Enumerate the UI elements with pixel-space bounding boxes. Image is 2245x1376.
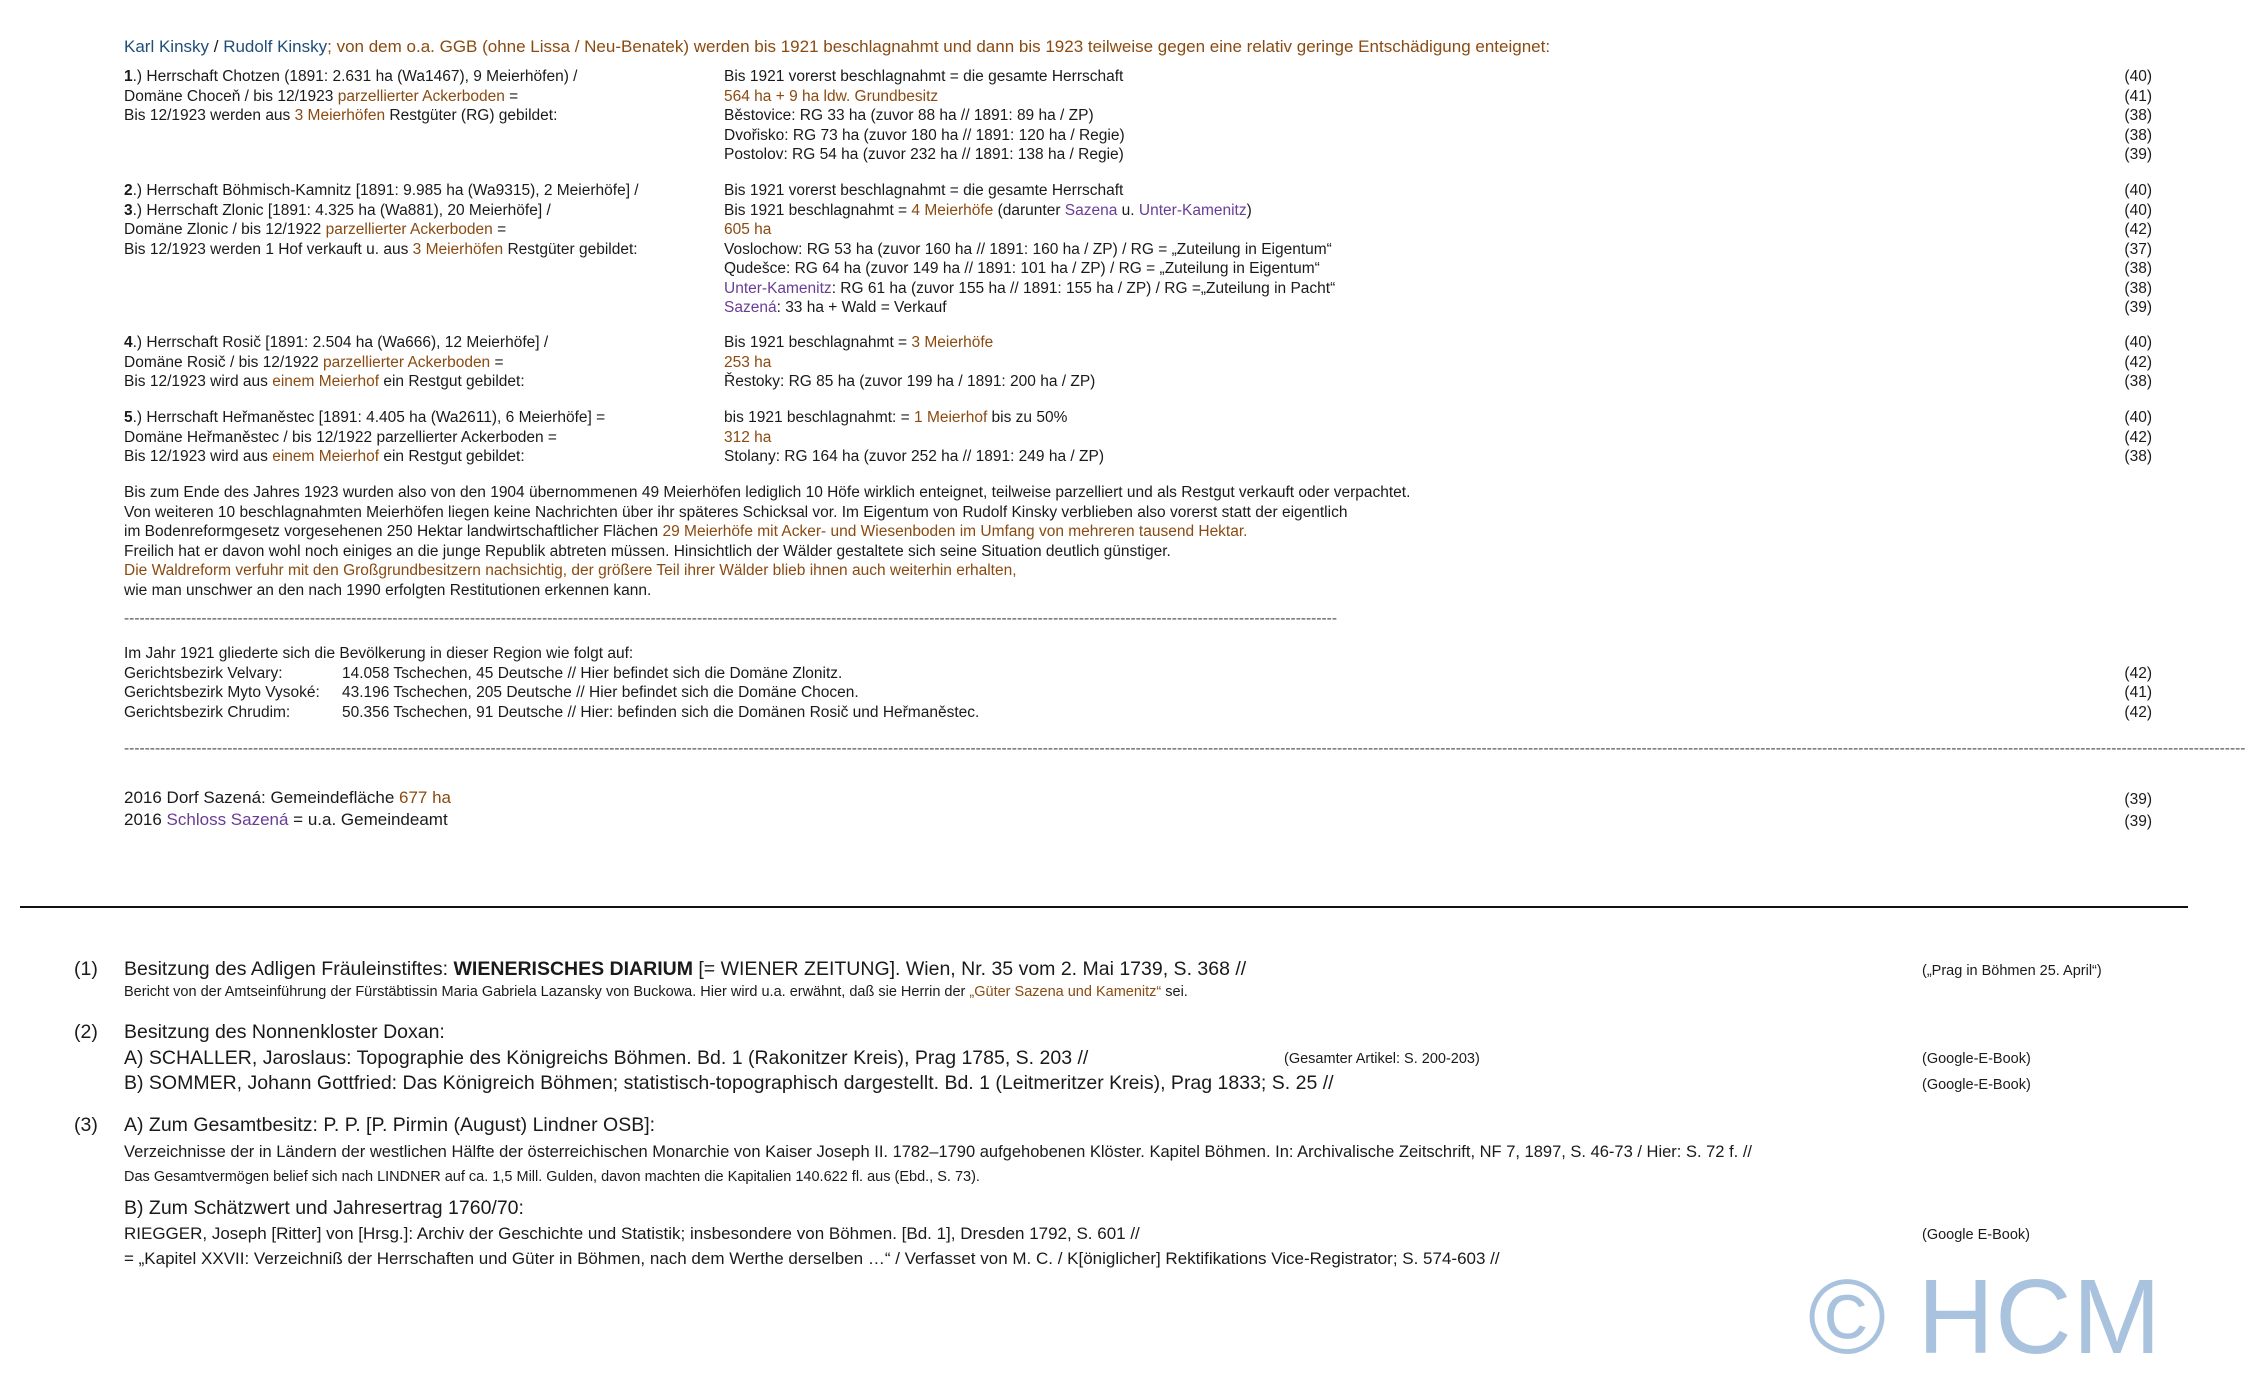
- s5-right-3: Stolany: RG 164 ha (zuvor 252 ha // 1891: 249 ha / ZP): [724, 448, 1104, 465]
- s1-left-2b: parzellierter Ackerboden: [337, 87, 505, 105]
- s1-ref: (39): [2124, 146, 2152, 163]
- s1-left-3c: Restgüter (RG) gebildet:: [385, 107, 558, 124]
- footnote-3-a: A) Zum Gesamtbesitz: P. P. [P. Pirmin (August) Lindner OSB]:: [124, 1114, 656, 1136]
- s4-left-3a: Bis 12/1923 wird aus: [124, 373, 273, 390]
- summary-line-1: Bis zum Ende des Jahres 1923 wurden also von den 1904 übernommenen 49 Meierhöfen lediglich 10 Höfe wirklich enteignet, teilweise parzelliert und als Restgut verkauft oder verpachtet.: [124, 484, 1411, 501]
- village-ref: (39): [2124, 813, 2152, 830]
- s4-r1b: 3 Meierhöfe: [911, 334, 994, 351]
- s4-left-1: [124, 333, 548, 353]
- summary-line-6: wie man unschwer an den nach 1990 erfolgten Restitutionen erkennen kann.: [124, 581, 652, 599]
- s2-ref: (37): [2124, 240, 2152, 258]
- village-1b: 677 ha: [399, 788, 452, 807]
- s1-ref: (40): [2124, 68, 2152, 85]
- s4-left-2: [124, 353, 504, 373]
- s4-left-2a: Domäne Rosič / bis 12/1922: [124, 353, 324, 371]
- village-line-2: [124, 809, 448, 831]
- s4-right-1: [724, 333, 993, 353]
- village-2a: 2016: [124, 810, 167, 829]
- s1-right-4: Dvořisko: RG 73 ha (zuvor 180 ha // 1891: 120 ha / Regie): [724, 126, 1125, 144]
- s2-left-3c: =: [492, 221, 507, 238]
- s2-r2e: u.: [1117, 201, 1139, 219]
- s1-right-2: 564 ha + 9 ha ldw. Grundbesitz: [724, 87, 939, 105]
- s5-ref: (40): [2124, 409, 2152, 426]
- footnote-3-b1: RIEGGER, Joseph [Ritter] von [Hrsg.]: Archiv der Geschichte und Statistik; insbesondere von Böhmen. [Bd. 1], Dresden 1792, S. 601 //: [124, 1224, 1140, 1243]
- s1-left-2a: Domäne Choceň / bis 12/1923: [124, 87, 338, 105]
- footnote-2-num: (2): [74, 1021, 98, 1043]
- s4-left-2c: =: [490, 353, 504, 371]
- s2-right-4: Voslochow: RG 53 ha (zuvor 160 ha // 1891: 160 ha / ZP) / RG = „Zuteilung in Eigentum“: [724, 240, 1332, 258]
- footnote-2-b: B) SOMMER, Johann Gottfried: Das Königreich Böhmen; statistisch-topographisch dargestellt. Bd. 1 (Leitmeritzer Kreis), Prag 1833; S. 25 //: [124, 1072, 1334, 1094]
- s5-right-1: [724, 408, 1067, 428]
- s1-left-1-text: .) Herrschaft Chotzen (1891: 2.631 ha (Wa1467), 9 Meierhöfen) /: [132, 68, 578, 85]
- population-text: 14.058 Tschechen, 45 Deutsche // Hier befindet sich die Domäne Zlonitz.: [342, 664, 843, 682]
- s4-num: 4: [124, 334, 133, 351]
- s2-left-3a: Domäne Zlonic / bis 12/1922: [124, 221, 326, 238]
- s1-right-3: Běstovice: RG 33 ha (zuvor 88 ha // 1891: 89 ha / ZP): [724, 107, 1094, 124]
- s4-right-3: Řestoky: RG 85 ha (zuvor 199 ha / 1891: 200 ha / ZP): [724, 373, 1096, 390]
- summary-3a: im Bodenreformgesetz vorgesehenen 250 Hektar landwirtschaftlicher Flächen: [124, 523, 663, 540]
- s5-left-3b: einem Meierhof: [272, 448, 380, 465]
- footnote-1-note: („Prag in Böhmen 25. April“): [1922, 963, 2102, 979]
- footnote-2-a-src: (Google-E-Book): [1922, 1051, 2031, 1067]
- s2-left-4: [124, 240, 638, 260]
- header-line: [124, 36, 1550, 58]
- s4-left-2b: parzellierter Ackerboden: [323, 353, 491, 371]
- footnote-3-b1-src: (Google E-Book): [1922, 1227, 2030, 1243]
- s4-left-3c: ein Restgut gebildet:: [379, 373, 525, 390]
- s4-right-2: 253 ha: [724, 353, 772, 371]
- population-text: 43.196 Tschechen, 205 Deutsche // Hier befindet sich die Domäne Chocen.: [342, 684, 859, 701]
- footnote-3-a2: Das Gesamtvermögen belief sich nach LINDNER auf ca. 1,5 Mill. Gulden, davon machten die Kapitalien 140.622 fl. aus (Ebd., S. 73).: [124, 1169, 980, 1185]
- summary-line-2: Von weiteren 10 beschlagnahmten Meierhöfen liegen keine Nachrichten über ihr späteres Schicksal vor. Im Eigentum von Rudolf Kinsky verblieben also vorerst statt der eigentlich: [124, 503, 1348, 521]
- s5-ref: (42): [2124, 428, 2152, 446]
- footnote-2-a: A) SCHALLER, Jaroslaus: Topographie des Königreichs Böhmen. Bd. 1 (Rakonitzer Kreis), Prag 1785, S. 203 //: [124, 1047, 1089, 1069]
- footnote-3-num: (3): [74, 1114, 98, 1136]
- population-text: 50.356 Tschechen, 91 Deutsche // Hier: befinden sich die Domänen Rosič und Heřmaněstec.: [342, 703, 980, 721]
- s5-left-3: [124, 447, 525, 467]
- s4-left-3: [124, 372, 525, 392]
- s4-ref: (38): [2124, 373, 2152, 390]
- s2-right-3: 605 ha: [724, 221, 772, 238]
- footnote-1-sub: [124, 983, 1188, 1002]
- s2-r2g: ): [1246, 201, 1252, 219]
- footnote-3-b: B) Zum Schätzwert und Jahresertrag 1760/70:: [124, 1197, 524, 1219]
- footnote-2-b-src: (Google-E-Book): [1922, 1077, 2031, 1093]
- s2-ref: (40): [2124, 182, 2152, 199]
- s2-right-6: [724, 279, 1335, 299]
- s2-left-4c: Restgüter gebildet:: [503, 240, 638, 258]
- village-2b: Schloss Sazená: [166, 810, 289, 829]
- s1-num: 1: [124, 68, 133, 85]
- population-intro: Im Jahr 1921 gliederte sich die Bevölkerung in dieser Region wie folgt auf:: [124, 645, 634, 662]
- s5-r1a: bis 1921 beschlagnahmt: =: [724, 409, 915, 426]
- s1-left-3a: Bis 12/1923 werden aus: [124, 107, 295, 124]
- s3-num: 3: [124, 201, 133, 219]
- s1-left-3b: 3 Meierhöfen: [294, 107, 386, 124]
- horizontal-rule: [20, 906, 2188, 908]
- s4-ref: (40): [2124, 334, 2152, 351]
- s2-left-3b: parzellierter Ackerboden: [325, 221, 493, 238]
- fn1-a: Besitzung des Adligen Fräuleinstiftes:: [124, 958, 454, 980]
- s5-left-1-text: .) Herrschaft Heřmaněstec [1891: 4.405 ha (Wa2611), 6 Meierhöfe] =: [132, 409, 606, 426]
- s2-r7b: : 33 ha + Wald = Verkauf: [776, 299, 947, 316]
- s2-ref: (40): [2124, 201, 2152, 219]
- s5-left-3c: ein Restgut gebildet:: [379, 448, 525, 465]
- header-rest: ; von dem o.a. GGB (ohne Lissa / Neu-Benatek) werden bis 1921 beschlagnahmt und dann bis 1923 teilweise gegen eine relativ geringe Entschädigung enteignet:: [327, 37, 1551, 56]
- summary-line-4: Freilich hat er davon wohl noch einiges an die junge Republik abtreten müssen. Hinsichtlich der Wälder gestaltete sich seine Situation deutlich günstiger.: [124, 542, 1171, 560]
- s4-left-3b: einem Meierhof: [272, 373, 380, 390]
- s2-num: 2: [124, 182, 133, 199]
- s1-ref: (41): [2124, 87, 2152, 105]
- fn1-sub-c: sei.: [1161, 984, 1188, 1000]
- s2-r2b: 4 Meierhöfe: [911, 201, 994, 219]
- s1-ref: (38): [2124, 107, 2152, 124]
- s1-left-2c: =: [504, 87, 519, 105]
- s2-r7a: Sazená: [724, 299, 777, 316]
- s2-ref: (39): [2124, 299, 2152, 316]
- s5-r1c: bis zu 50%: [987, 409, 1068, 426]
- population-ref: (42): [2124, 664, 2152, 682]
- s1-left-1: [124, 67, 577, 87]
- footnote-3-a1: Verzeichnisse der in Ländern der westlichen Hälfte der österreichischen Monarchie von Kaiser Joseph II. 1782–1790 aufgehobenen Klöster. Kapitel Böhmen. In: Archivalische Zeitschrift, NF 7, 1897, S. 46-73 / Hier: S. 72 f. //: [124, 1143, 1752, 1161]
- s5-left-2: Domäne Heřmaněstec / bis 12/1922 parzellierter Ackerboden =: [124, 428, 557, 446]
- fn1-sub-b: „Güter Sazena und Kamenitz“: [969, 984, 1162, 1000]
- s2-right-7: [724, 298, 947, 318]
- footnote-2-a-note: (Gesamter Artikel: S. 200-203): [1284, 1051, 1480, 1067]
- s2-left-2-text: .) Herrschaft Zlonic [1891: 4.325 ha (Wa881), 20 Meierhöfe] /: [132, 201, 551, 219]
- s2-r2f: Unter-Kamenitz: [1138, 201, 1247, 219]
- fn1-b: WIENERISCHES DIARIUM: [453, 958, 693, 980]
- s1-left-3: [124, 106, 557, 126]
- s5-right-2: 312 ha: [724, 428, 772, 446]
- name-karl: Karl Kinsky: [124, 37, 210, 56]
- fn1-sub-a: Bericht von der Amtseinführung der Fürstäbtissin Maria Gabriela Lazansky von Buckowa. Hier wird u.a. erwähnt, daß sie Herrin der: [124, 984, 970, 1000]
- s2-ref: (38): [2124, 260, 2152, 277]
- fn1-c: [= WIENER ZEITUNG]. Wien, Nr. 35 vom 2. Mai 1739, S. 368 //: [692, 958, 1247, 980]
- summary-3b: 29 Meierhöfe mit Acker- und Wiesenboden im Umfang von mehreren tausend Hektar: [662, 523, 1244, 540]
- footnote-2-title: Besitzung des Nonnenkloster Doxan:: [124, 1021, 445, 1043]
- s2-r6b: : RG 61 ha (zuvor 155 ha // 1891: 155 ha / ZP) / RG =„Zuteilung in Pacht“: [831, 279, 1336, 297]
- population-ref: (41): [2124, 684, 2152, 701]
- s5-num: 5: [124, 409, 133, 426]
- s2-left-4a: Bis 12/1923 werden 1 Hof verkauft u. aus: [124, 240, 413, 258]
- s2-left-2: [124, 201, 551, 221]
- footnote-1-num: (1): [74, 958, 98, 980]
- summary-line-3: im Bodenreformgesetz vorgesehenen 250 Hektar landwirtschaftlicher Flächen 29 Meierhöfe mit Acker- und Wiesenboden im Umfang von mehreren tausend Hektar.: [124, 523, 1248, 540]
- s4-left-1-text: .) Herrschaft Rosič [1891: 2.504 ha (Wa666), 12 Meierhöfe] /: [132, 334, 549, 351]
- population-district: Gerichtsbezirk Myto Vysoké:: [124, 684, 320, 701]
- s1-right-1: Bis 1921 vorerst beschlagnahmt = die gesamte Herrschaft: [724, 68, 1124, 85]
- s2-ref: (38): [2124, 279, 2152, 297]
- s4-r1a: Bis 1921 beschlagnahmt =: [724, 334, 912, 351]
- s2-r6a: Unter-Kamenitz: [724, 279, 832, 297]
- s2-right-2: [724, 201, 1252, 221]
- header-sep: /: [209, 37, 224, 56]
- divider-dashes-1: -------------------------------------------------------------------------------------------------------------------------------------------------------------------------------------------------------------------------------------------: [124, 610, 1337, 627]
- s2-r2a: Bis 1921 beschlagnahmt =: [724, 201, 912, 219]
- population-ref: (42): [2124, 703, 2152, 721]
- s2-r2c: (darunter: [993, 201, 1065, 219]
- s2-left-1-text: .) Herrschaft Böhmisch-Kamnitz [1891: 9.985 ha (Wa9315), 2 Meierhöfe] /: [132, 182, 639, 199]
- s2-r2d: Sazena: [1064, 201, 1118, 219]
- footnote-1-line: [124, 957, 1246, 982]
- population-district: Gerichtsbezirk Chrudim:: [124, 703, 291, 721]
- divider-dashes-2: ---------------------------------------------------------------------------------------------------------------------------------------------------------------------------------------------------------------------------------------------------------------------------------------------------------------------------------------------------------------------------------------------------------------------------: [124, 740, 2245, 757]
- copyright-watermark: © HCM: [1808, 1258, 2162, 1376]
- s2-right-1: Bis 1921 vorerst beschlagnahmt = die gesamte Herrschaft: [724, 182, 1124, 199]
- s2-right-5: Qudešce: RG 64 ha (zuvor 149 ha // 1891: 101 ha / ZP) / RG = „Zuteilung in Eigentum“: [724, 260, 1320, 277]
- s5-r1b: 1 Meierhof: [914, 409, 988, 426]
- population-district: Gerichtsbezirk Velvary:: [124, 664, 283, 682]
- s2-left-1: [124, 181, 639, 201]
- s5-left-1: [124, 408, 605, 428]
- name-rudolf: Rudolf Kinsky: [223, 37, 328, 56]
- s1-left-2: [124, 87, 518, 107]
- s2-left-4b: 3 Meierhöfen: [412, 240, 504, 258]
- village-2c: = u.a. Gemeindeamt: [288, 810, 448, 829]
- s2-left-3: [124, 220, 506, 240]
- village-line-1: [124, 787, 451, 809]
- village-ref: (39): [2124, 791, 2152, 808]
- footnote-3-b2: = „Kapitel XXVII: Verzeichniß der Herrschaften und Güter in Böhmen, nach dem Werthe derselben …“ / Verfasset von M. C. / K[öniglicher] Rektifikations Vice-Registrator; S. 574-603 //: [124, 1249, 1500, 1268]
- summary-line-5: Die Waldreform verfuhr mit den Großgrundbesitzern nachsichtig, der größere Teil ihrer Wälder blieb ihnen auch weiterhin erhalten,: [124, 562, 1017, 579]
- s5-left-3a: Bis 12/1923 wird aus: [124, 448, 273, 465]
- village-1a: 2016 Dorf Sazená: Gemeindefläche: [124, 788, 400, 807]
- s1-right-5: Postolov: RG 54 ha (zuvor 232 ha // 1891: 138 ha / Regie): [724, 146, 1124, 163]
- s4-ref: (42): [2124, 353, 2152, 371]
- s2-ref: (42): [2124, 221, 2152, 238]
- s1-ref: (38): [2124, 126, 2152, 144]
- s5-ref: (38): [2124, 448, 2152, 465]
